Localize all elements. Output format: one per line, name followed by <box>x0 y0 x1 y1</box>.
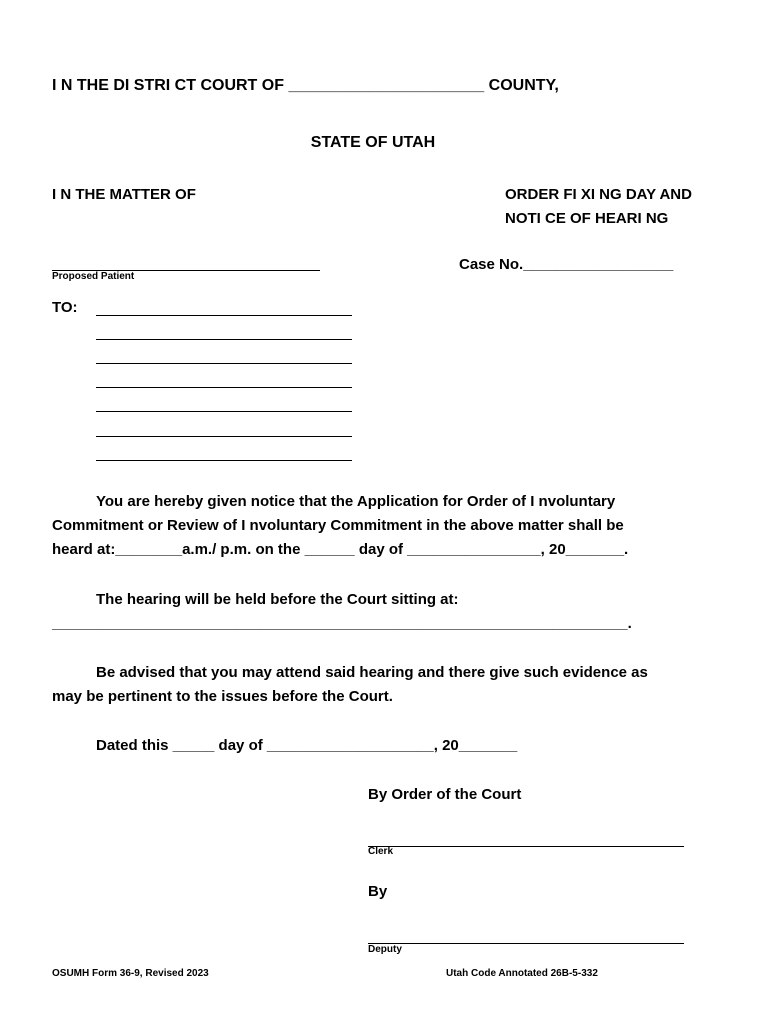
dated-line[interactable]: Dated this _____ day of ____________________, 20_______ <box>96 737 518 754</box>
advisement-line-1: Be advised that you may attend said hearing and there give such evidence as <box>96 664 648 681</box>
proposed-patient-label: Proposed Patient <box>52 271 135 282</box>
notice-paragraph-line-1: You are hereby given notice that the Application for Order of I nvoluntary <box>96 493 616 510</box>
clerk-label: Clerk <box>368 846 394 857</box>
to-address-line[interactable] <box>96 315 352 316</box>
court-location-field[interactable]: _____________________________________________________________________. <box>52 615 632 632</box>
state-heading: STATE OF UTAH <box>310 134 436 151</box>
to-address-line[interactable] <box>96 339 352 340</box>
hearing-time-line[interactable]: heard at:________a.m./ p.m. on the ______ day of ________________, 20_______. <box>52 541 629 558</box>
to-address-line[interactable] <box>96 387 352 388</box>
advisement-line-2: may be pertinent to the issues before the Court. <box>52 688 393 705</box>
matter-label: I N THE MATTER OF <box>52 186 196 203</box>
code-reference: Utah Code Annotated 26B-5-332 <box>446 968 598 979</box>
form-id: OSUMH Form 36-9, Revised 2023 <box>52 968 209 979</box>
case-number-field[interactable]: Case No.__________________ <box>459 256 674 273</box>
order-title-line-2: NOTI CE OF HEARI NG <box>505 210 669 227</box>
to-label: TO: <box>52 299 78 316</box>
court-location-label: The hearing will be held before the Court sitting at: <box>96 591 459 608</box>
clerk-signature-line[interactable] <box>368 846 684 847</box>
order-title-line-1: ORDER FI XI NG DAY AND <box>505 186 692 203</box>
to-address-line[interactable] <box>96 460 352 461</box>
to-address-line[interactable] <box>96 411 352 412</box>
notice-paragraph-line-2: Commitment or Review of I nvoluntary Commitment in the above matter shall be <box>52 517 624 534</box>
by-label: By <box>368 883 388 900</box>
to-address-line[interactable] <box>96 363 352 364</box>
deputy-label: Deputy <box>368 944 402 955</box>
deputy-signature-line[interactable] <box>368 943 684 944</box>
to-address-line[interactable] <box>96 436 352 437</box>
court-heading: I N THE DI STRI CT COURT OF ______________________ COUNTY, <box>52 77 559 94</box>
by-order-of-court: By Order of the Court <box>368 786 522 803</box>
